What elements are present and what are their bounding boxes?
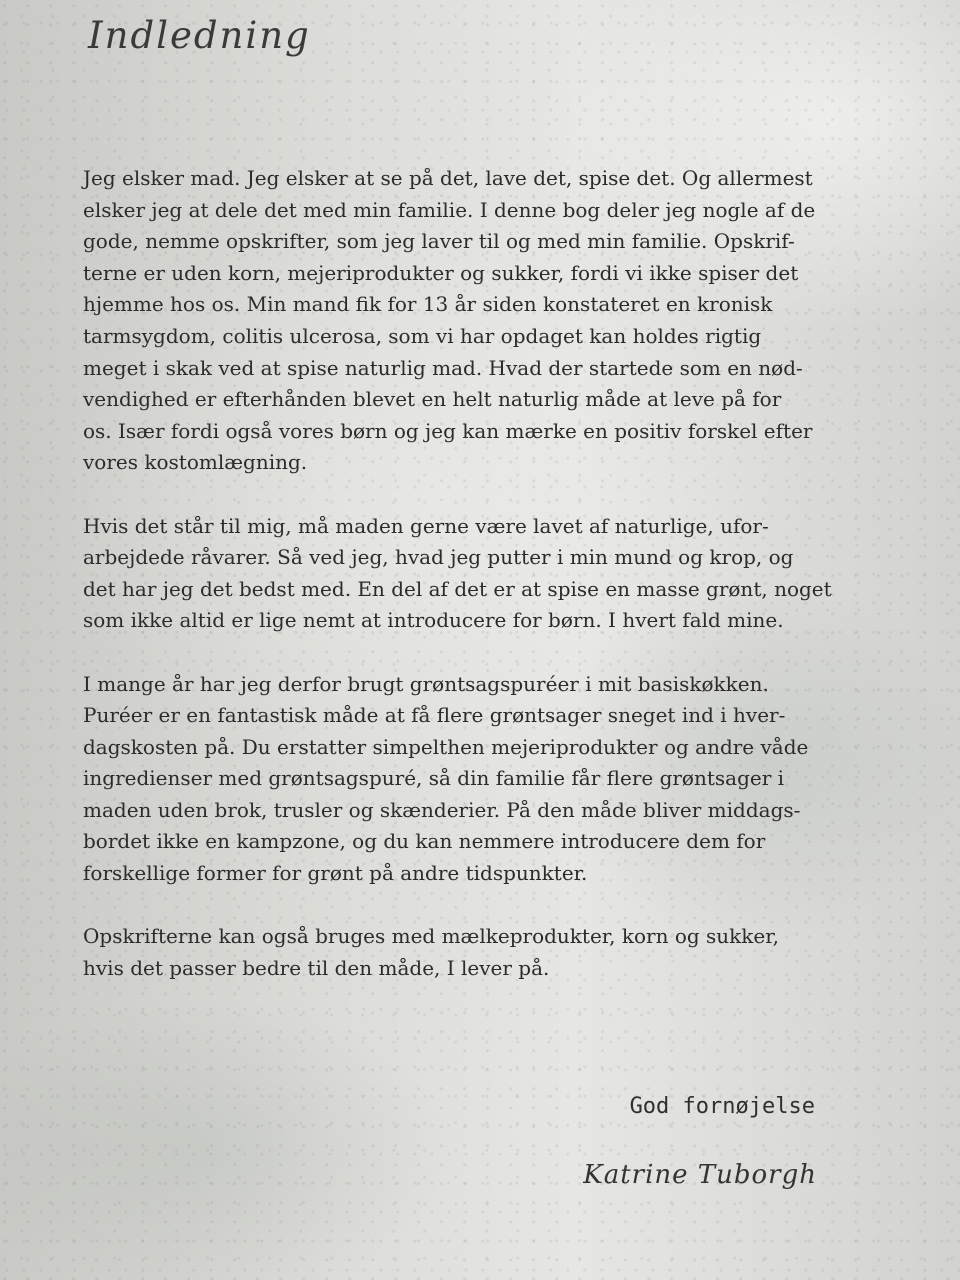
text-line: tarmsygdom, colitis ulcerosa, som vi har opdaget kan holdes rigtig bbox=[83, 323, 762, 348]
author-signature: Katrine Tuborgh bbox=[583, 1160, 817, 1190]
text-line: vores kostomlægning. bbox=[83, 450, 308, 475]
text-line: forskellige former for grønt på andre tidspunkter. bbox=[83, 861, 588, 886]
text-line: elsker jeg at dele det med min familie. I denne bog deler jeg nogle af de bbox=[83, 197, 816, 222]
body-text bbox=[83, 163, 843, 1016]
text-line: vendighed er efterhånden blevet en helt naturlig måde at leve på for bbox=[83, 387, 782, 412]
text-line: I mange år har jeg derfor brugt grøntsagspuréer i mit basiskøkken. bbox=[83, 671, 769, 696]
text-line: maden uden brok, trusler og skænderier. På den måde bliver middags- bbox=[83, 797, 801, 822]
text-line: som ikke altid er lige nemt at introducere for børn. I hvert fald mine. bbox=[83, 608, 784, 633]
closing-line: God fornøjelse bbox=[629, 1094, 815, 1119]
text-line: Puréer er en fantastisk måde at få flere grøntsager sneget ind i hver- bbox=[83, 703, 786, 728]
paragraph-2 bbox=[83, 511, 843, 637]
text-line: arbejdede råvarer. Så ved jeg, hvad jeg putter i min mund og krop, og bbox=[83, 545, 794, 570]
text-line: det har jeg det bedst med. En del af det er at spise en masse grønt, noget bbox=[83, 576, 832, 601]
text-line: meget i skak ved at spise naturlig mad. Hvad der startede som en nød- bbox=[83, 355, 803, 380]
text-line: ingredienser med grøntsagspuré, så din familie får flere grøntsager i bbox=[83, 766, 785, 791]
text-line: Jeg elsker mad. Jeg elsker at se på det, lave det, spise det. Og allermest bbox=[83, 166, 813, 190]
text-line: Opskrifterne kan også bruges med mælkeprodukter, korn og sukker, bbox=[83, 924, 779, 949]
text-line: os. Især fordi også vores børn og jeg kan mærke en positiv forskel efter bbox=[83, 418, 813, 443]
paragraph-1 bbox=[83, 163, 843, 479]
page-title: Indledning bbox=[88, 14, 311, 57]
text-line: bordet ikke en kampzone, og du kan nemmere introducere dem for bbox=[83, 829, 766, 854]
text-line: gode, nemme opskrifter, som jeg laver til og med min familie. Opskrif- bbox=[83, 229, 795, 254]
paragraph-4 bbox=[83, 921, 843, 984]
text-line: Hvis det står til mig, må maden gerne være lavet af naturlige, ufor- bbox=[83, 513, 769, 538]
text-line: dagskosten på. Du erstatter simpelthen mejeriprodukter og andre våde bbox=[83, 734, 809, 759]
text-line: hjemme hos os. Min mand fik for 13 år siden konstateret en kronisk bbox=[83, 292, 773, 317]
text-line: terne er uden korn, mejeriprodukter og sukker, fordi vi ikke spiser det bbox=[83, 260, 799, 285]
text-line: hvis det passer bedre til den måde, I lever på. bbox=[83, 955, 550, 980]
paragraph-3 bbox=[83, 669, 843, 890]
